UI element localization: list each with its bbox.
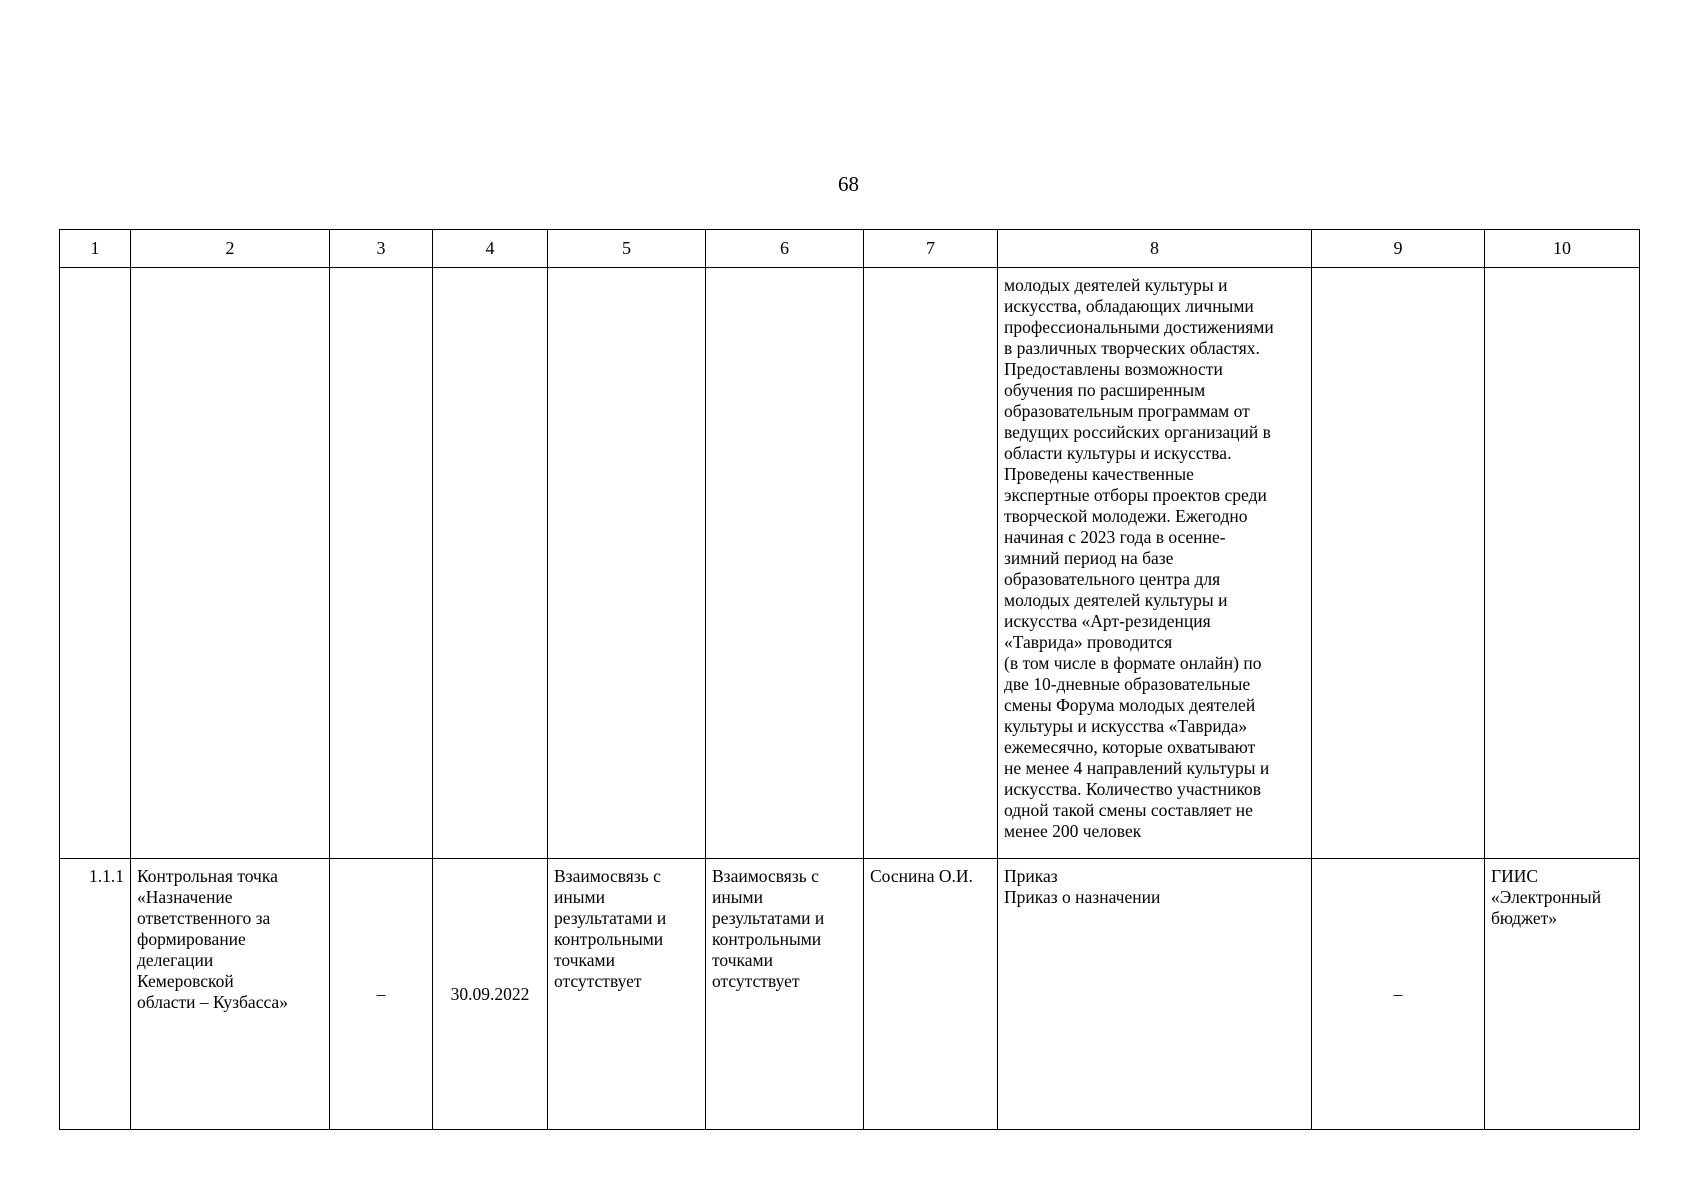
table-row	[60, 268, 1640, 859]
cell-name: Контрольная точка «Назначение ответственного за формирование делегации Кемеровской области – Кузбасса»	[131, 859, 330, 1130]
plan-table	[59, 229, 1640, 1130]
cell-info-system: ГИИС «Электронный бюджет»	[1485, 859, 1640, 1130]
header-cell-5: 5	[548, 230, 706, 268]
cell-level	[1312, 268, 1485, 859]
cell-predecessor: Взаимосвязь с иными результатами и контрольными точками отсутствует	[548, 859, 706, 1130]
page-number: 68	[838, 172, 859, 196]
header-cell-10: 10	[1485, 230, 1640, 268]
header-cell-8: 8	[998, 230, 1312, 268]
cell-number	[60, 268, 131, 859]
cell-successor	[706, 268, 864, 859]
header-cell-6: 6	[706, 230, 864, 268]
cell-responsible	[864, 268, 998, 859]
header-cell-3: 3	[330, 230, 433, 268]
cell-info-system	[1485, 268, 1640, 859]
cell-responsible: Соснина О.И.	[864, 859, 998, 1130]
header-cell-2: 2	[131, 230, 330, 268]
cell-name	[131, 268, 330, 859]
table-row	[60, 859, 1640, 1130]
cell-start-date: –	[330, 859, 433, 1130]
header-cell-7: 7	[864, 230, 998, 268]
cell-end-date: 30.09.2022	[433, 859, 548, 1130]
cell-level: –	[1312, 859, 1485, 1130]
cell-number: 1.1.1	[60, 859, 131, 1130]
cell-result-description: Приказ Приказ о назначении	[998, 859, 1312, 1130]
header-cell-9: 9	[1312, 230, 1485, 268]
cell-end-date	[433, 268, 548, 859]
cell-predecessor	[548, 268, 706, 859]
header-row	[60, 230, 1640, 268]
cell-successor: Взаимосвязь с иными результатами и контрольными точками отсутствует	[706, 859, 864, 1130]
cell-start-date	[330, 268, 433, 859]
header-cell-1: 1	[60, 230, 131, 268]
header-cell-4: 4	[433, 230, 548, 268]
cell-result-description: молодых деятелей культуры и искусства, обладающих личными профессиональными достижениями в различных творческих областях. Предоставлены возможности обучения по расширенным образовательным программам от ведущих российских организаций в области культуры и искусства. Проведены качественные экспертные отборы проектов среди творческой молодежи. Ежегодно начиная с 2023 года в осенне- зимний период на базе образовательного центра для молодых деятелей культуры и искусства «Арт-резиденция «Таврида» проводится (в том числе в формате онлайн) по две 10-дневные образовательные смены Форума молодых деятелей культуры и искусства «Таврида» ежемесячно, которые охватывают не менее 4 направлений культуры и искусства. Количество участников одной такой смены составляет не менее 200 человек	[998, 268, 1312, 859]
